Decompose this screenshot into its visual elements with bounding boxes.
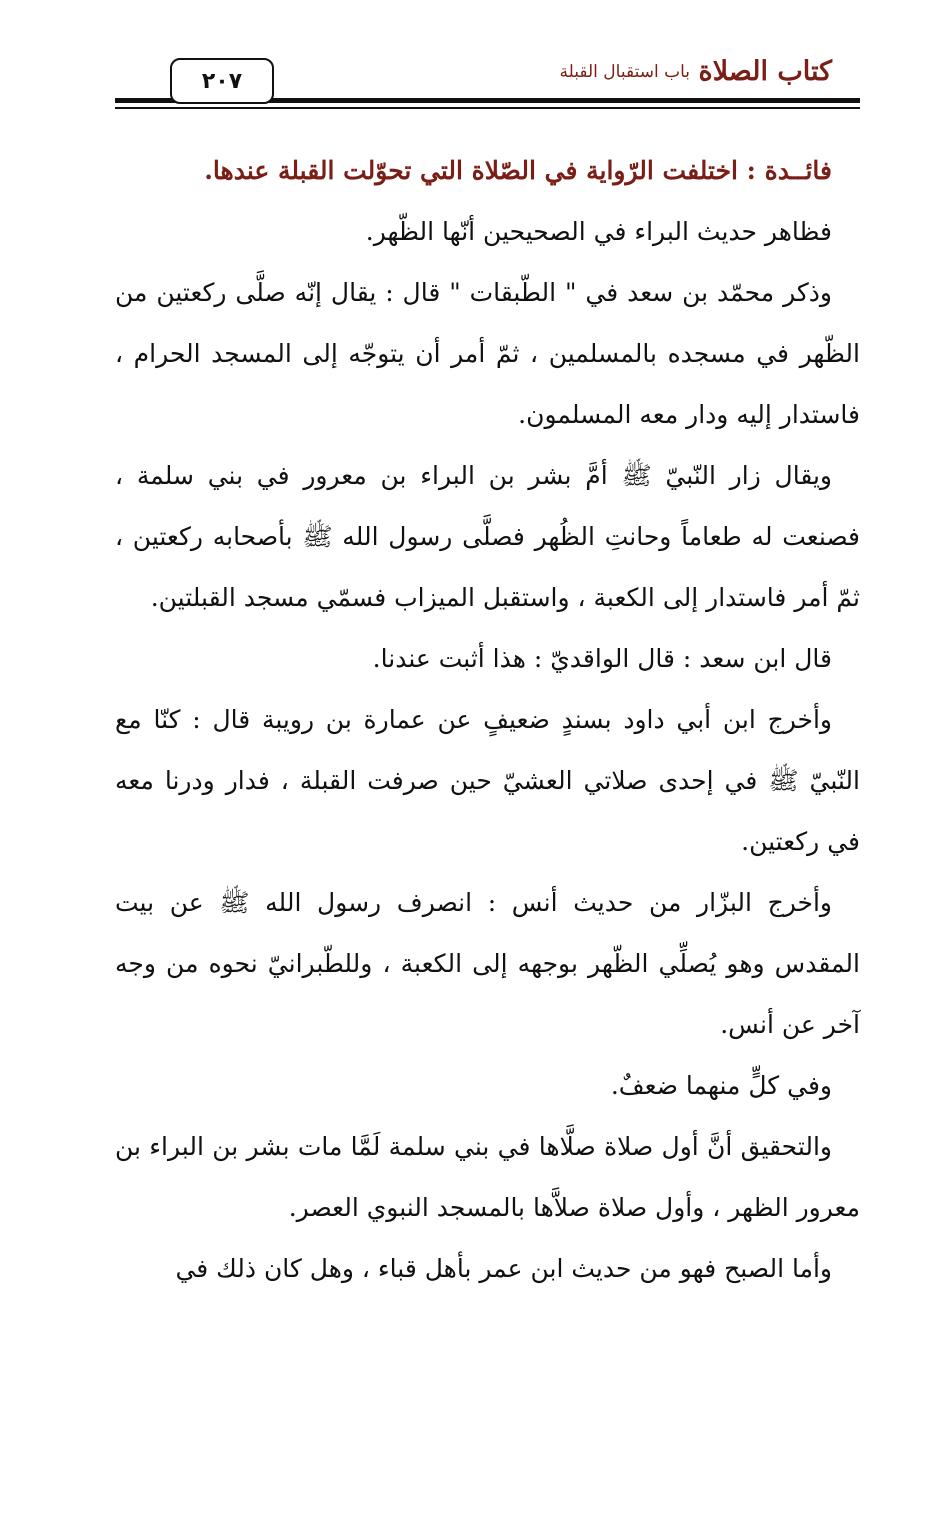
section-heading: فائــدة : اختلفت الرّواية في الصّلاة التي تحوّلت القبلة عندها.	[204, 156, 832, 185]
book-title: كتاب الصلاة	[698, 56, 832, 87]
chapter-title: باب استقبال القبلة	[559, 62, 690, 82]
page-number-box	[170, 58, 274, 104]
page-number: ٢٠٧	[201, 68, 243, 94]
paragraph: وأما الصبح فهو من حديث ابن عمر بأهل قباء ، وهل كان ذلك في	[175, 1254, 832, 1283]
paragraph: ويقال زار النّبيّ ﷺ أمَّ بشر بن البراء بن معرور في بني سلمة ، فصنعت له طعاماً وحانتِ الظُهر فصلَّى رسول الله ﷺ بأصحابه ركعتين ، ثمّ أمر فاستدار إلى الكعبة ، واستقبل الميزاب فسمّي مسجد القبلتين.	[115, 461, 860, 612]
page-header	[115, 50, 860, 112]
paragraph: وأخرج البزّار من حديث أنس : انصرف رسول الله ﷺ عن بيت المقدس وهو يُصلِّي الظّهر بوجهه إلى الكعبة ، وللطّبرانيّ نحوه من وجه آخر عن أنس.	[115, 888, 860, 1039]
page-body	[115, 140, 860, 1299]
paragraph: والتحقيق أنَّ أول صلاة صلَّاها في بني سلمة لَمَّا مات بشر بن البراء بن معرور الظهر ، وأول صلاة صلاَّها بالمسجد النبوي العصر.	[115, 1132, 860, 1222]
paragraph: وفي كلٍّ منهما ضعفٌ.	[610, 1071, 832, 1100]
paragraph: وذكر محمّد بن سعد في " الطّبقات " قال : يقال إنّه صلَّى ركعتين من الظّهر في مسجده بالمسلمين ، ثمّ أمر أن يتوجّه إلى المسجد الحرام ، فاستدار إليه ودار معه المسلمون.	[115, 278, 860, 429]
paragraph: فظاهر حديث البراء في الصحيحين أنّها الظّهر.	[365, 217, 832, 246]
paragraph: قال ابن سعد : قال الواقديّ : هذا أثبت عندنا.	[372, 644, 832, 673]
header-rule-thin	[115, 107, 860, 109]
paragraph: وأخرج ابن أبي داود بسندٍ ضعيفٍ عن عمارة بن رويبة قال : كنّا مع النّبيّ ﷺ في إحدى صلاتي العشيّ حين صرفت القبلة ، فدار ودرنا معه في ركعتين.	[115, 705, 860, 856]
